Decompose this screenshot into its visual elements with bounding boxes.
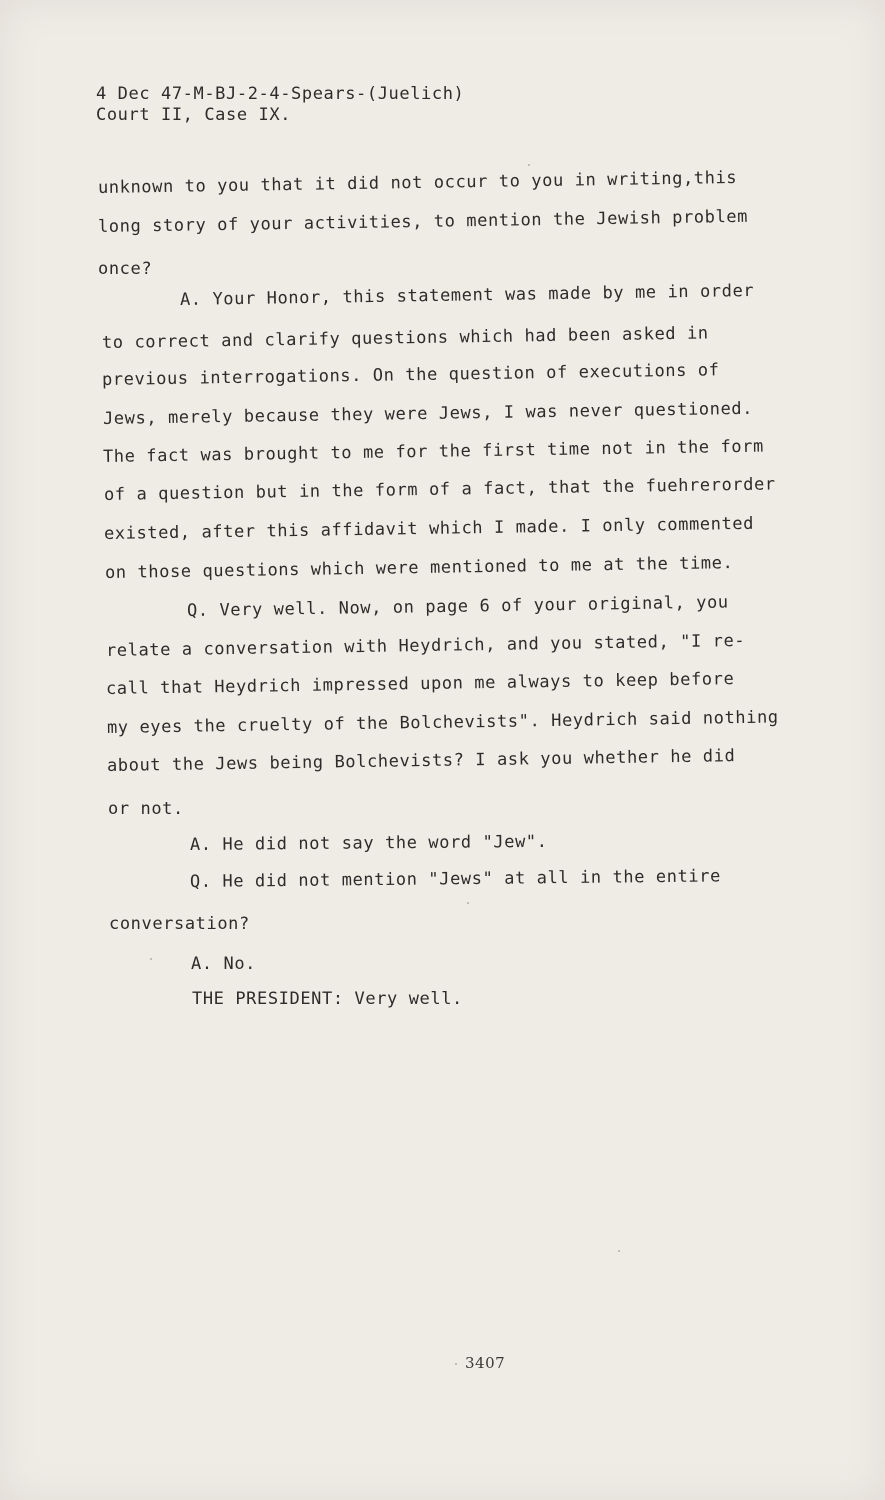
body-line: unknown to you that it did not occur to you in writing,this [97, 167, 738, 198]
body-line: Q. He did not mention "Jews" at all in the entire [189, 866, 721, 892]
body-line: to correct and clarify questions which had been asked in [101, 323, 709, 353]
body-line: A. Your Honor, this statement was made by me in order [179, 280, 755, 310]
header-line-2: Court II, Case IX. [96, 105, 292, 125]
paper-speck [528, 164, 530, 166]
body-line: about the Jews being Bolchevists? I ask you whether he did [106, 746, 736, 776]
body-line: A. He did not say the word "Jew". [189, 831, 548, 855]
body-line: Q. Very well. Now, on page 6 of your original, you [186, 592, 729, 621]
body-line: Jews, merely because they were Jews, I was never questioned. [102, 398, 754, 429]
body-line: long story of your activities, to mention the Jewish problem [97, 206, 749, 237]
body-line: The fact was brought to me for the first time not in the form [102, 436, 765, 467]
body-line: THE PRESIDENT: Very well. [192, 989, 463, 1009]
body-line: relate a conversation with Heydrich, and you stated, "I re- [105, 630, 746, 661]
body-line: on those questions which were mentioned to me at the time. [104, 553, 734, 583]
page-number: 3407 [465, 1354, 506, 1372]
header-line-1: 4 Dec 47-M-BJ-2-4-Spears-(Juelich) [96, 84, 465, 104]
paper-speck [150, 958, 152, 960]
paper-speck [467, 902, 469, 904]
body-line: existed, after this affidavit which I made. I only commented [103, 513, 755, 544]
body-line: my eyes the cruelty of the Bolchevists". Heydrich said nothing [106, 707, 779, 738]
body-line: or not. [108, 799, 184, 819]
paper-speck [455, 1363, 457, 1365]
body-line: once? [98, 259, 153, 279]
body-line: A. No. [191, 954, 257, 974]
body-line: conversation? [109, 914, 250, 934]
body-line: of a question but in the form of a fact, that the fuehrerorder [103, 474, 776, 505]
body-line: call that Heydrich impressed upon me always to keep before [105, 669, 735, 699]
paper-speck [618, 1250, 620, 1252]
body-line: previous interrogations. On the question of executions of [101, 360, 720, 390]
